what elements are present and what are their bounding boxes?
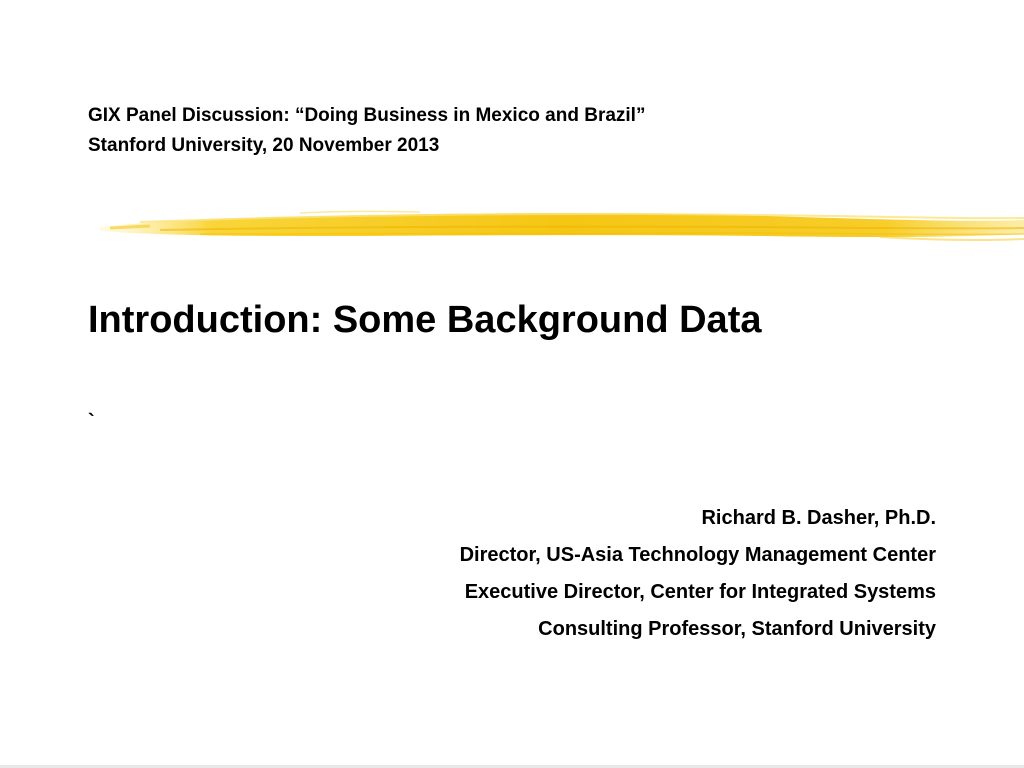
author-name: Richard B. Dasher, Ph.D. (701, 507, 936, 529)
event-venue-date: Stanford University, 20 November 2013 (88, 135, 440, 156)
slide-title: Introduction: Some Background Data (88, 299, 762, 341)
author-role-2: Executive Director, Center for Integrated Systems (464, 581, 936, 603)
event-title: GIX Panel Discussion: “Doing Business in Mexico and Brazil” (88, 105, 646, 126)
author-block (460, 500, 936, 648)
stray-backtick: ` (88, 411, 95, 433)
author-role-1: Director, US-Asia Technology Management Center (459, 544, 936, 566)
yellow-brush-stroke (0, 200, 1024, 250)
author-role-3: Consulting Professor, Stanford University (538, 618, 936, 640)
